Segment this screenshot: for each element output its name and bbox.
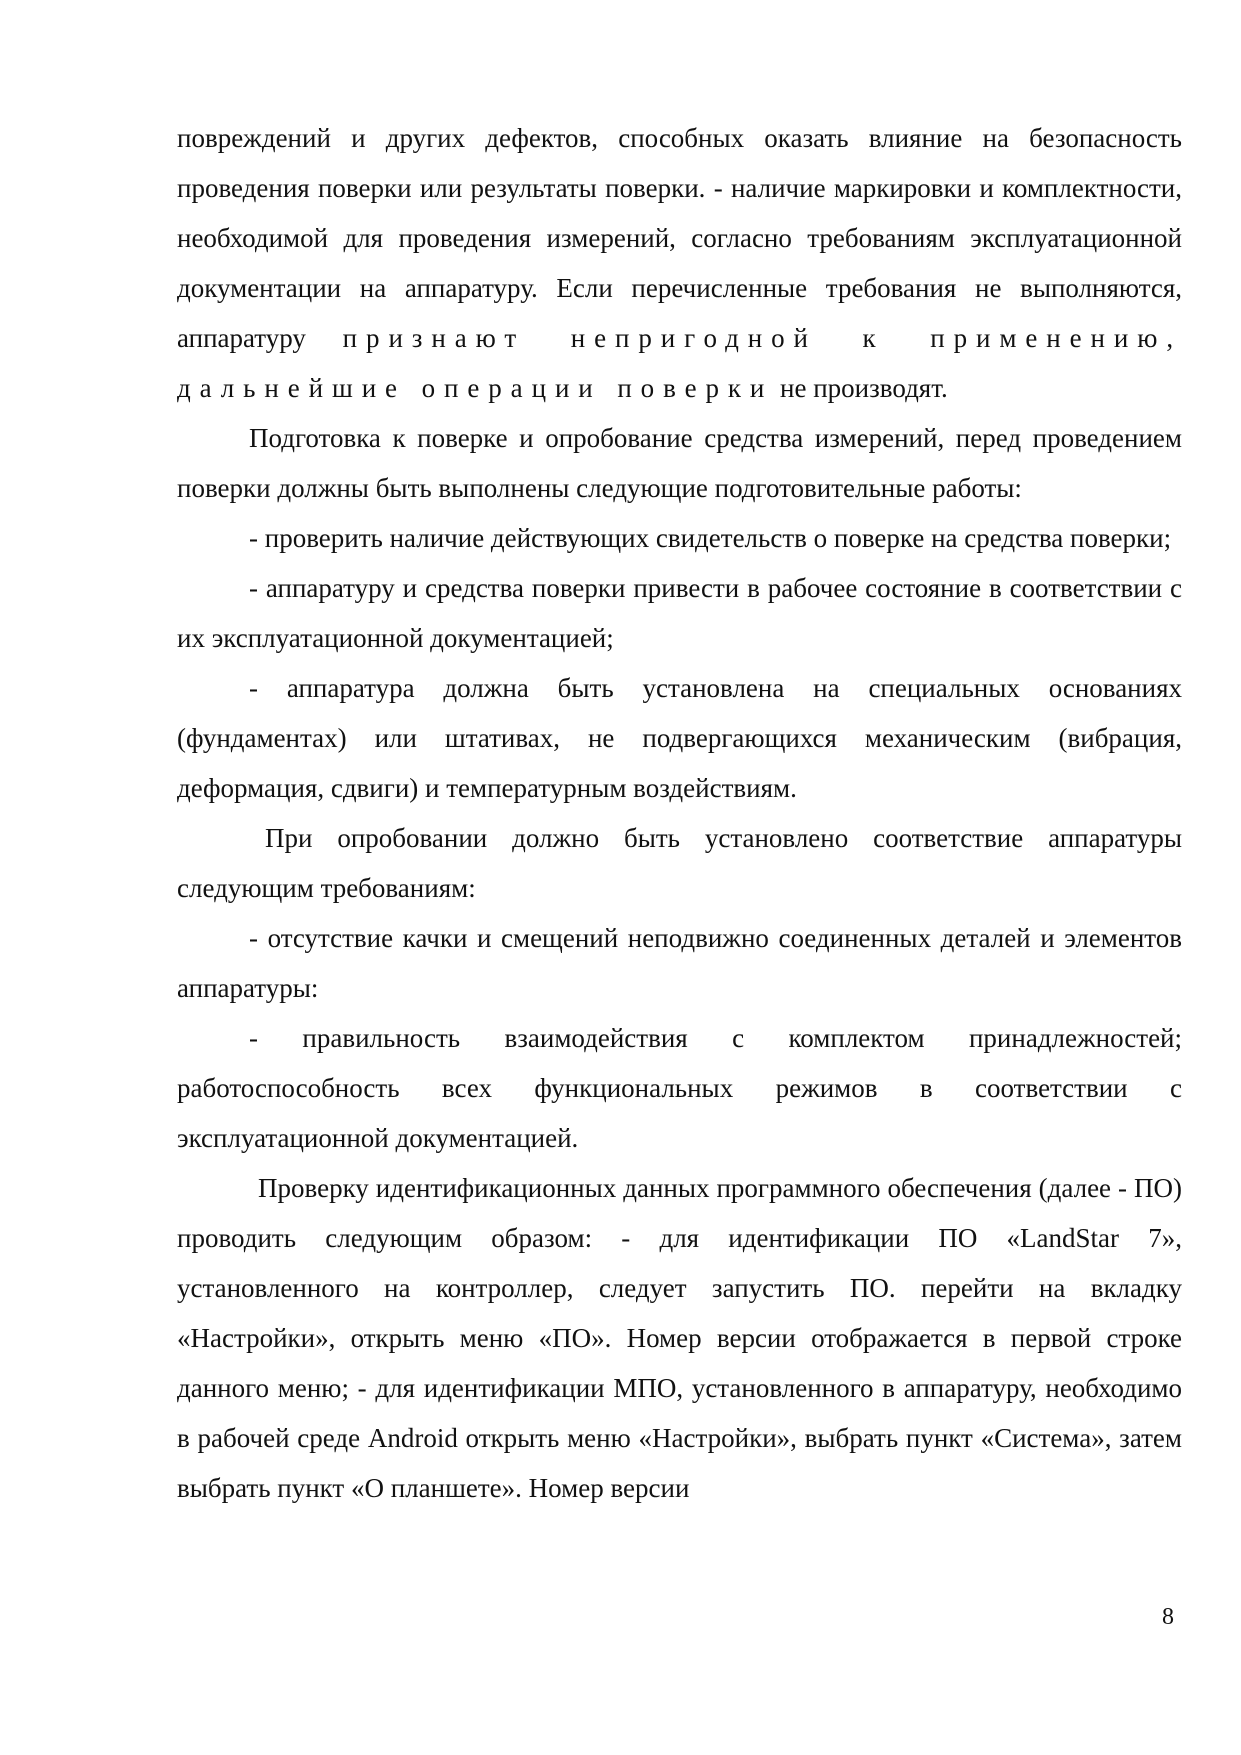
- paragraph-4: - аппаратуру и средства поверки привести в рабочее состояние в соответствии с их эксплуатационной документацией;: [177, 573, 1182, 653]
- page-number: 8: [1162, 1604, 1174, 1630]
- paragraph-1-spaced-text: признают непригодной к применению, дальнейшие операции поверки: [177, 323, 1182, 403]
- paragraph-5: - аппаратура должна быть установлена на специальных основаниях (фундаментах) или штативах, не подвергающихся механическим (вибрация, деформация, сдвиги) и температурным воздействиям.: [177, 673, 1182, 803]
- paragraph-1-text-end: не производят.: [773, 373, 948, 403]
- paragraph-8: - правильность взаимодействия с комплектом принадлежностей; работоспособность всех функциональных режимов в соответствии с эксплуатационной документацией.: [177, 1023, 1182, 1153]
- paragraph-6: При опробовании должно быть установлено соответствие аппаратуры следующим требованиям:: [177, 823, 1182, 903]
- paragraph-1: [177, 113, 1182, 413]
- document-body: [177, 113, 1182, 1513]
- paragraph-7: - отсутствие качки и смещений неподвижно соединенных деталей и элементов аппаратуры:: [177, 923, 1182, 1003]
- paragraph-9: Проверку идентификационных данных программного обеспечения (далее - ПО) проводить следующим образом: - для идентификации ПО «LandStar 7», установленного на контроллер, следует запустить ПО. перейти на вкладку «Настройки», открыть меню «ПО». Номер версии отображается в первой строке данного меню; - для идентификации МПО, установленного в аппаратуру, необходимо в рабочей среде Android открыть меню «Настройки», выбрать пункт «Система», затем выбрать пункт «О планшете». Номер версии: [177, 1173, 1182, 1503]
- paragraph-2: Подготовка к поверке и опробование средства измерений, перед проведением поверки должны быть выполнены следующие подготовительные работы:: [177, 423, 1182, 503]
- paragraph-3: - проверить наличие действующих свидетельств о поверке на средства поверки;: [249, 523, 1172, 553]
- paragraph-1-text: повреждений и других дефектов, способных оказать влияние на безопасность проведения поверки или результаты поверки. - наличие маркировки и комплектности, необходимой для проведения измерений, согласно требованиям эксплуатационной документации на аппаратуру. Если перечисленные требования не выполняются, аппаратуру: [177, 123, 1182, 353]
